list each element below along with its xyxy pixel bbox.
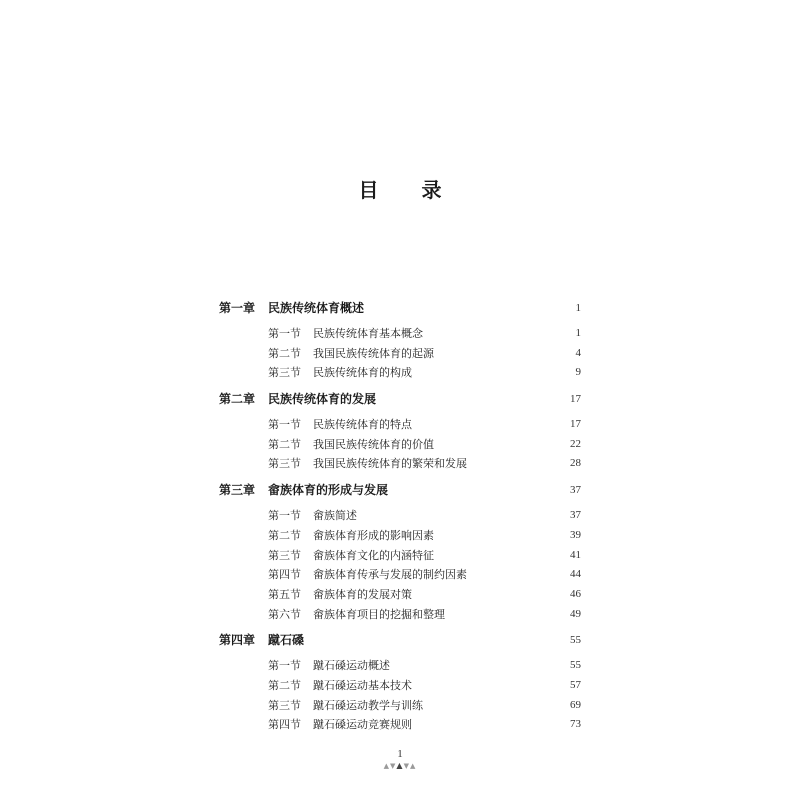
section-page: 69 [570, 698, 581, 711]
section-title: 民族传统体育的特点 [313, 418, 412, 432]
section-title: 畲族体育文化的内涵特征 [313, 548, 434, 562]
section-title: 蹴石磉运动教学与训练 [313, 698, 423, 712]
toc-section[interactable] [219, 415, 581, 435]
toc-section[interactable] [219, 585, 581, 605]
chapter-title: 民族传统体育概述 [268, 301, 365, 315]
section-title: 畲族体育传承与发展的制约因素 [313, 568, 467, 582]
toc-chapter-4[interactable] [219, 630, 581, 650]
section-page: 28 [570, 457, 581, 470]
section-title: 畲族简述 [313, 509, 357, 523]
chapter-title: 畲族体育的形成与发展 [268, 483, 389, 498]
section-title: 我国民族传统体育的繁荣和发展 [313, 457, 467, 471]
toc-section[interactable] [219, 656, 581, 676]
section-number: 第三节 [268, 698, 301, 712]
section-page: 41 [570, 548, 581, 561]
section-title: 畲族体育形成的影响因素 [313, 528, 434, 542]
section-number: 第四节 [268, 718, 301, 732]
triangle-ornament-icon: ▲▼▲▼▲ [383, 761, 417, 770]
toc-section[interactable] [219, 363, 581, 383]
section-page: 46 [570, 587, 581, 600]
chapter-page: 1 [575, 302, 581, 314]
chapter-title: 民族传统体育的发展 [268, 392, 377, 407]
table-of-contents [219, 298, 581, 735]
section-title: 蹴石磉运动基本技术 [313, 678, 412, 692]
section-number: 第二节 [268, 346, 301, 360]
section-number: 第一节 [268, 659, 301, 673]
section-number: 第二节 [268, 528, 301, 542]
section-page: 55 [570, 659, 581, 672]
toc-section[interactable] [219, 696, 581, 716]
toc-section[interactable] [219, 324, 581, 344]
toc-section[interactable] [219, 565, 581, 585]
toc-section[interactable] [219, 605, 581, 625]
section-number: 第四节 [268, 568, 301, 582]
section-page: 57 [570, 678, 581, 691]
section-title: 民族传统体育基本概念 [313, 327, 423, 340]
chapter-number: 第二章 [219, 392, 256, 407]
chapter-page: 37 [570, 484, 581, 497]
toc-section[interactable] [219, 676, 581, 696]
toc-section[interactable] [219, 506, 581, 526]
toc-chapter-1[interactable] [219, 298, 581, 318]
section-title: 畲族体育项目的挖掘和整理 [313, 607, 445, 621]
section-number: 第一节 [268, 509, 301, 523]
section-page: 49 [570, 607, 581, 620]
page-title: 目 录 [358, 178, 460, 202]
toc-section[interactable] [219, 344, 581, 364]
section-title: 民族传统体育的构成 [313, 366, 412, 380]
section-title: 畲族体育的发展对策 [313, 587, 412, 601]
toc-section[interactable] [219, 546, 581, 566]
section-page: 1 [575, 327, 581, 339]
toc-section[interactable] [219, 435, 581, 455]
page-number: 1 [397, 748, 403, 760]
section-number: 第一节 [268, 327, 301, 340]
section-title: 蹴石磉运动竞赛规则 [313, 718, 412, 732]
section-number: 第二节 [268, 437, 301, 451]
toc-section[interactable] [219, 715, 581, 735]
section-page: 39 [570, 528, 581, 541]
section-number: 第二节 [268, 678, 301, 692]
chapter-page: 55 [570, 634, 581, 647]
toc-chapter-3[interactable] [219, 480, 581, 500]
section-title: 蹴石磉运动概述 [313, 659, 390, 673]
chapter-number: 第一章 [219, 301, 256, 315]
chapter-page: 17 [570, 393, 581, 406]
chapter-number: 第三章 [219, 483, 256, 498]
section-title: 我国民族传统体育的价值 [313, 437, 434, 451]
toc-section[interactable] [219, 454, 581, 474]
section-page: 73 [570, 718, 581, 731]
section-page: 22 [570, 437, 581, 450]
section-page: 4 [575, 346, 581, 359]
section-page: 9 [575, 366, 581, 379]
section-number: 第三节 [268, 548, 301, 562]
chapter-title: 蹴石磉 [268, 633, 305, 648]
section-number: 第六节 [268, 607, 301, 621]
section-number: 第五节 [268, 587, 301, 601]
section-page: 17 [570, 418, 581, 431]
chapter-number: 第四章 [219, 633, 256, 648]
section-number: 第三节 [268, 366, 301, 380]
section-number: 第三节 [268, 457, 301, 471]
toc-section[interactable] [219, 526, 581, 546]
section-page: 37 [570, 509, 581, 522]
section-title: 我国民族传统体育的起源 [313, 346, 434, 360]
section-page: 44 [570, 568, 581, 581]
toc-chapter-2[interactable] [219, 389, 581, 409]
section-number: 第一节 [268, 418, 301, 432]
